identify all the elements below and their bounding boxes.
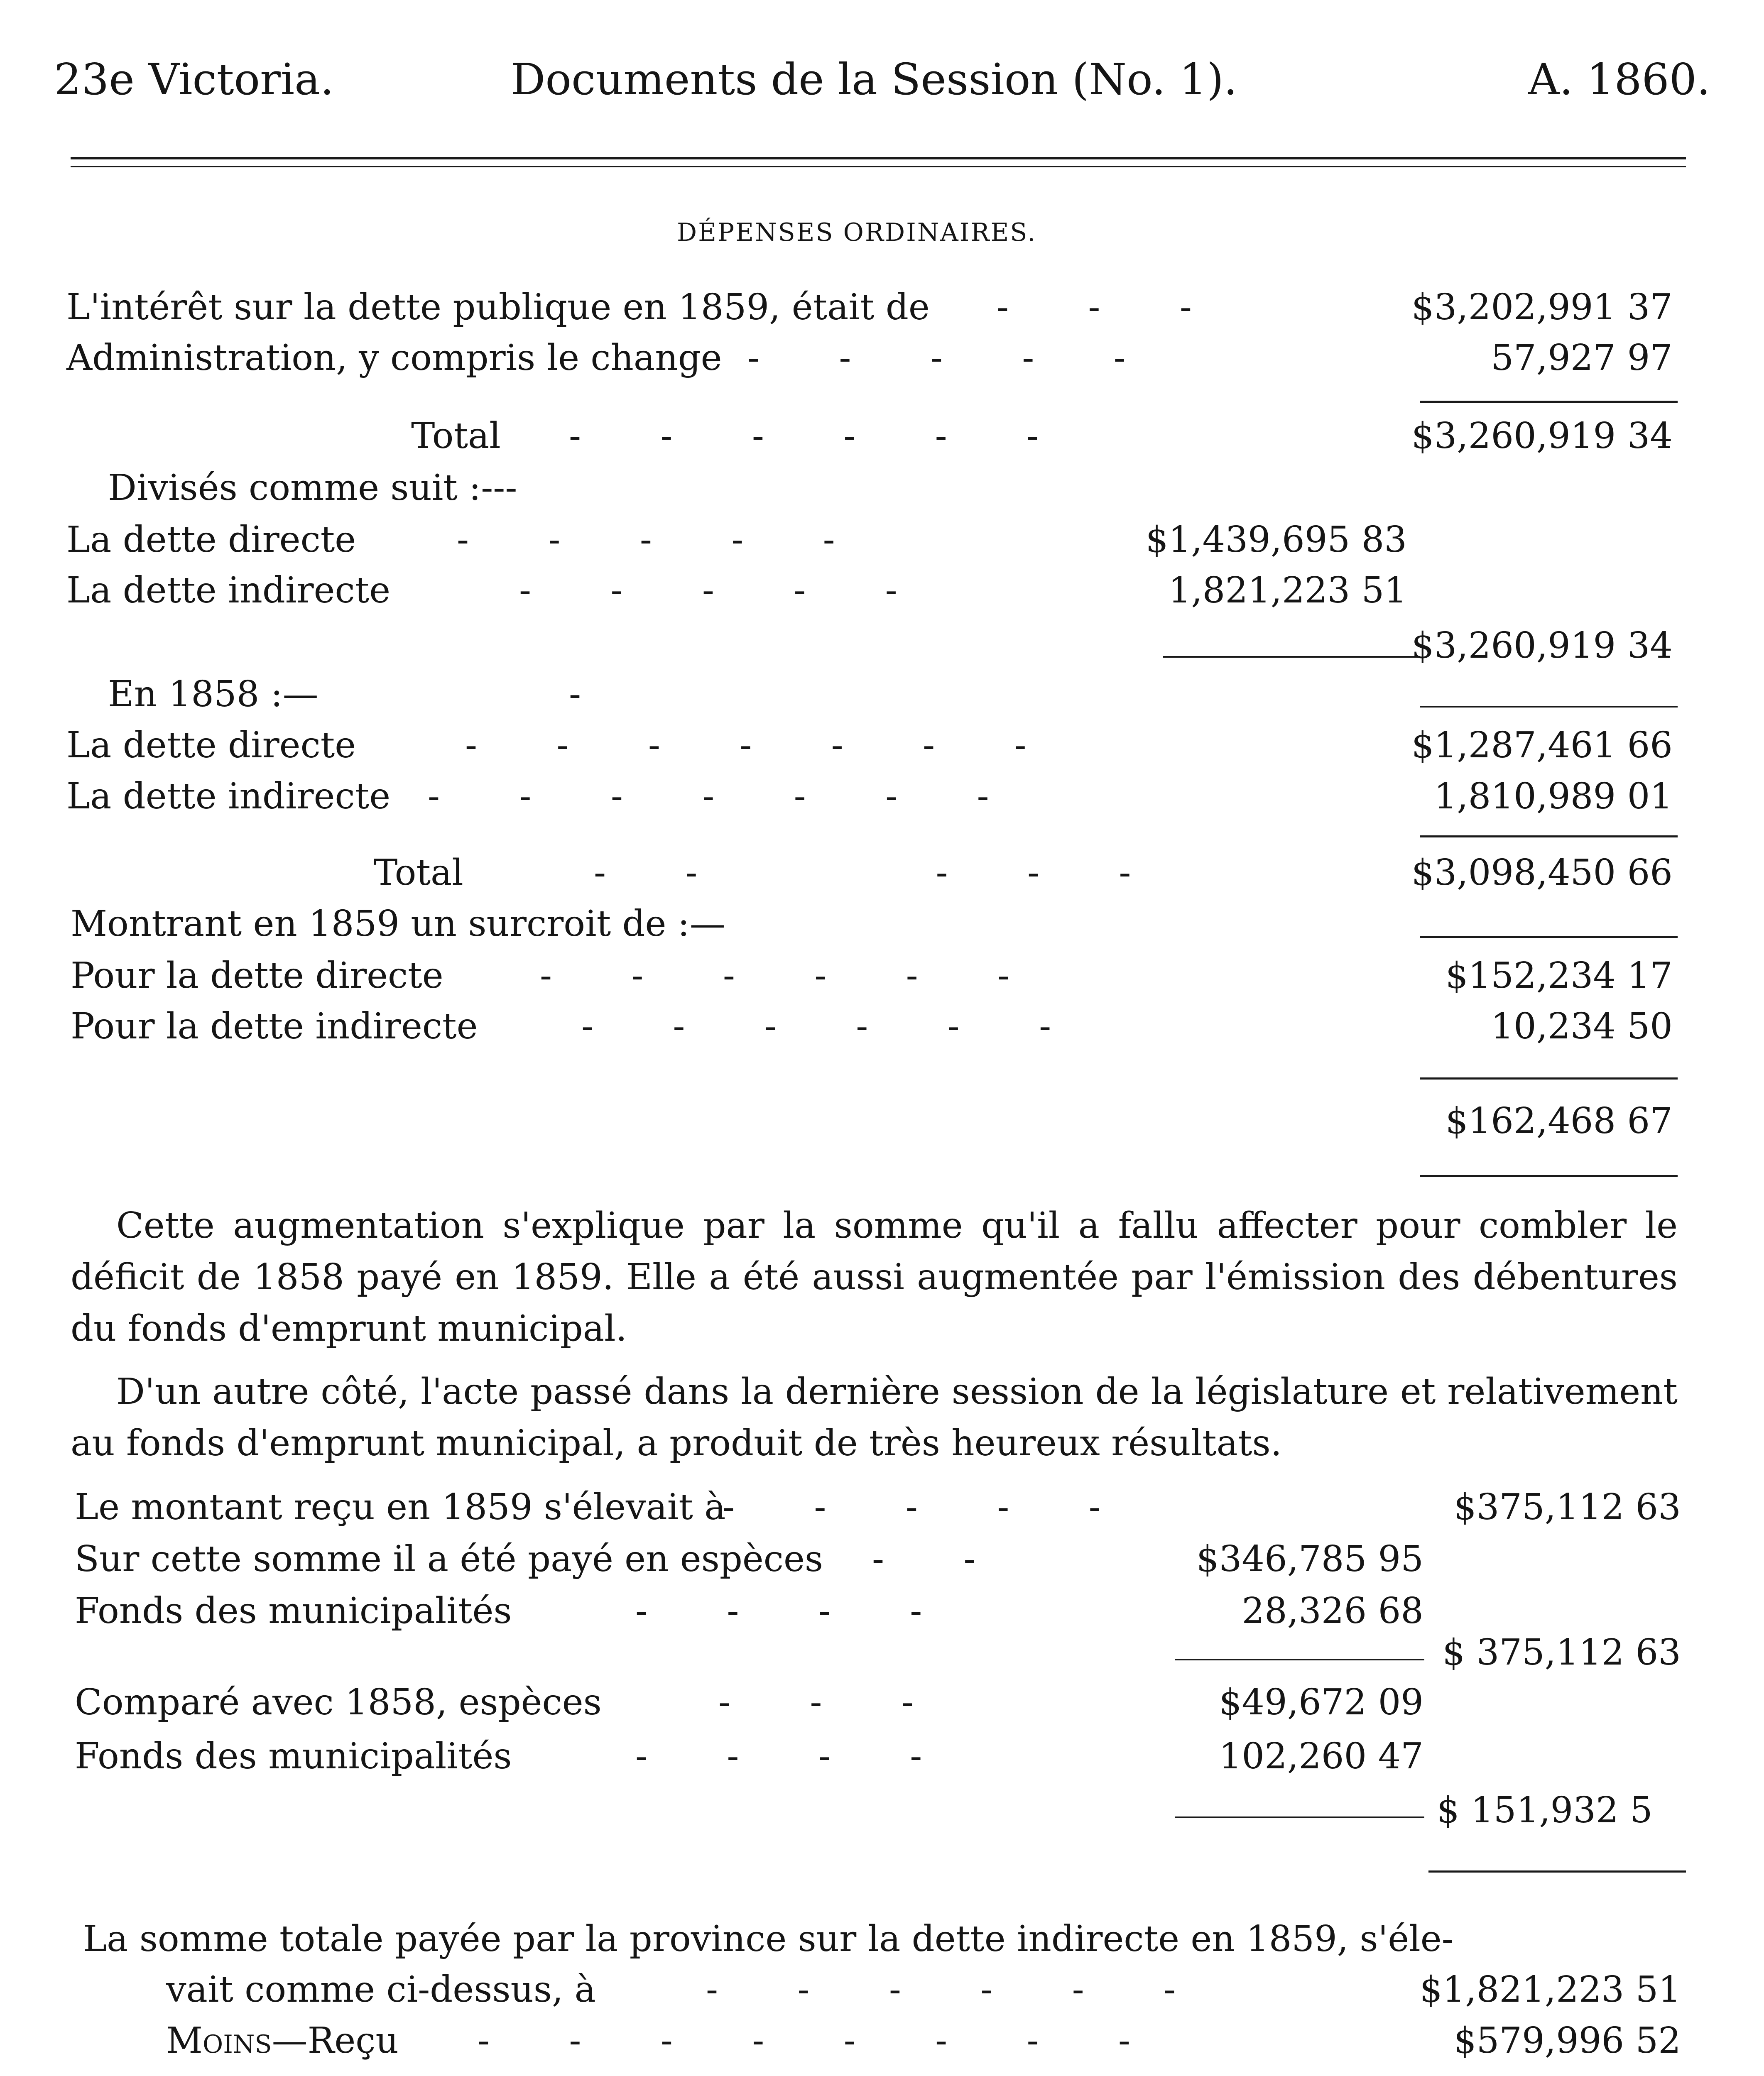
leader-dots: - - - - -	[457, 519, 835, 561]
leader-dots: -	[569, 673, 581, 715]
row-admin-amount: 57,927 97	[1491, 337, 1673, 379]
row-surplus-indirect-amount: 10,234 50	[1491, 1006, 1673, 1047]
sum-rule	[1175, 1659, 1424, 1660]
row-municipal-funds-label: Fonds des municipalités	[75, 1590, 512, 1632]
sum-rule	[1175, 1816, 1424, 1818]
sum-rule	[1428, 1870, 1686, 1873]
sum-rule	[1420, 835, 1678, 837]
row-received-check-amount: $ 375,112 63	[1442, 1632, 1681, 1673]
header-left: 23e Victoria.	[54, 54, 334, 105]
sum-rule	[1420, 1175, 1678, 1177]
leader-dots: - - - - - - - -	[478, 2020, 1130, 2061]
row-direct-amount: $1,439,695 83	[1145, 519, 1407, 561]
row-total-1858-label: Total	[374, 852, 463, 894]
row-compared-amount: $49,672 09	[1219, 1682, 1423, 1723]
leader-dots: - - - - - -	[540, 955, 1010, 996]
sum-rule	[1420, 401, 1678, 403]
row-as-above-amount: $1,821,223 51	[1419, 1969, 1681, 2010]
row-received-label: Le montant reçu en 1859 s'élevait à	[75, 1486, 726, 1528]
leader-dots: - - - - -	[594, 852, 1131, 894]
row-interest-amount: $3,202,991 37	[1411, 286, 1673, 328]
leader-dots: - - - - -	[723, 1486, 1101, 1528]
sum-rule	[1420, 706, 1678, 708]
row-less-received-amount: $579,996 52	[1453, 2020, 1681, 2061]
row-divided-label: Divisés comme suit :---	[108, 467, 517, 509]
row-municipal-funds-amount: 28,326 68	[1242, 1590, 1423, 1632]
row-municipal-funds-1858-label: Fonds des municipalités	[75, 1736, 512, 1777]
header-center: Documents de la Session (No. 1).	[511, 54, 1237, 105]
row-direct-label: La dette directe	[66, 519, 356, 561]
row-less-received-label	[166, 2020, 399, 2061]
row-direct-1858-label: La dette directe	[66, 725, 356, 766]
row-direct-1858-amount: $1,287,461 66	[1411, 725, 1673, 766]
sum-rule	[1420, 1077, 1678, 1080]
row-indirect-label: La dette indirecte	[66, 570, 391, 611]
row-indirect-amount: 1,821,223 51	[1168, 570, 1407, 611]
row-surplus-label: Montrant en 1859 un surcroit de :—	[71, 903, 725, 945]
header-right: A. 1860.	[1528, 54, 1710, 105]
leader-dots: - - - - - -	[581, 1006, 1051, 1047]
row-compared-label: Comparé avec 1858, espèces	[75, 1682, 602, 1723]
row-municipal-funds-1858-amount: 102,260 47	[1219, 1736, 1423, 1777]
row-total-paid-label: La somme totale payée par la province sur la dette indirecte en 1859, s'éle-	[83, 1918, 1454, 1960]
row-subtotal-amount: $3,260,919 34	[1411, 625, 1673, 666]
leader-dots: - - - -	[635, 1736, 922, 1777]
row-received-amount: $375,112 63	[1453, 1486, 1681, 1528]
received-word: —Reçu	[272, 2020, 399, 2061]
leader-dots: - -	[872, 1538, 976, 1580]
row-total-amount: $3,260,919 34	[1411, 415, 1673, 457]
leader-dots: - - - - -	[519, 570, 897, 611]
leader-dots: - - - - - - -	[465, 725, 1027, 766]
row-compared-total-amount: $ 151,932 5	[1437, 1790, 1653, 1831]
sum-rule	[1163, 656, 1420, 658]
leader-dots: - - - - -	[747, 337, 1126, 379]
leader-dots: - - -	[718, 1682, 914, 1723]
leader-dots: - - - - - -	[569, 415, 1039, 457]
row-total-1858-amount: $3,098,450 66	[1411, 852, 1673, 894]
row-surplus-total-amount: $162,468 67	[1445, 1100, 1673, 1142]
row-surplus-indirect-label: Pour la dette indirecte	[71, 1006, 478, 1047]
row-1858-label: En 1858 :—	[108, 673, 318, 715]
row-total-label: Total	[411, 415, 501, 457]
row-cash-label: Sur cette somme il a été payé en espèces	[75, 1538, 823, 1580]
row-surplus-direct-label: Pour la dette directe	[71, 955, 443, 996]
leader-dots: - - - - - -	[706, 1969, 1176, 2010]
leader-dots: - - - - - - -	[428, 776, 989, 817]
paragraph-municipal-fund: D'un autre côté, l'acte passé dans la dernière session de la législature et relativement au fonds d'emprunt municipal, a produit de très heureux résultats.	[71, 1371, 1678, 1464]
header-rule-top	[71, 157, 1686, 159]
row-cash-amount: $346,785 95	[1196, 1538, 1423, 1580]
sum-rule	[1420, 936, 1678, 938]
row-indirect-1858-label: La dette indirecte	[66, 776, 391, 817]
header-rule-bottom	[71, 166, 1686, 167]
leader-dots: - - -	[997, 286, 1192, 328]
row-surplus-direct-amount: $152,234 17	[1445, 955, 1673, 996]
leader-dots: - - - -	[635, 1590, 922, 1632]
row-admin-label: Administration, y compris le change	[66, 337, 722, 379]
row-as-above-label: vait comme ci-dessus, à	[166, 1969, 596, 2010]
paragraph-augmentation: Cette augmentation s'explique par la somme qu'il a fallu affecter pour combler le déficit de 1858 payé en 1859. Elle a été aussi augmentée par l'émission des débentures du fonds d'emprunt municipal.	[71, 1205, 1678, 1349]
section-title: DÉPENSES ORDINAIRES.	[677, 218, 1037, 247]
row-indirect-1858-amount: 1,810,989 01	[1434, 776, 1673, 817]
less-word: Moins	[166, 2020, 272, 2061]
row-interest-label: L'intérêt sur la dette publique en 1859, était de	[66, 286, 930, 328]
